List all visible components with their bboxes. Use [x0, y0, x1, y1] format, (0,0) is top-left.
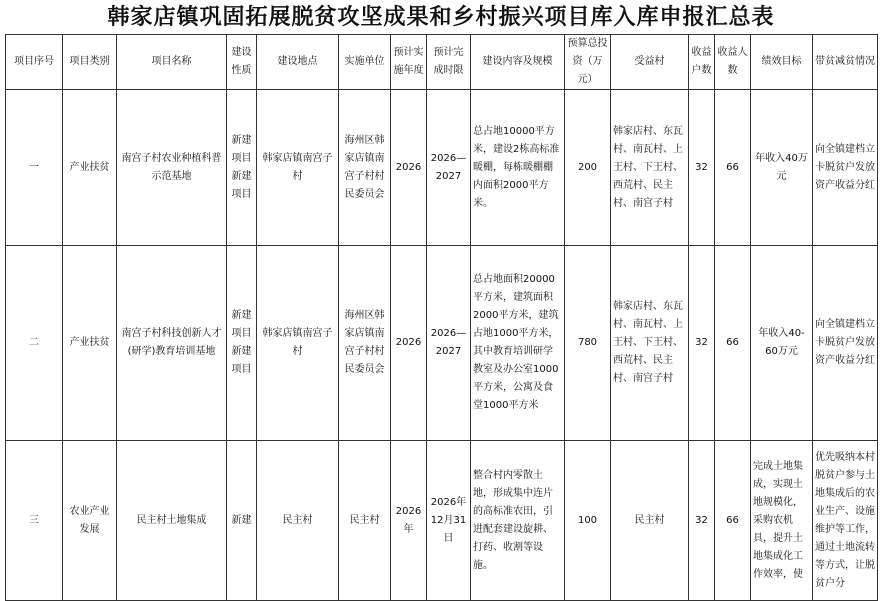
cell-villages: 韩家店村、东瓦村、南瓦村、上王村、下王村、西荒村、民主村、南宫子村 — [611, 90, 689, 246]
cell-nature: 新建项目新建项目 — [227, 90, 257, 246]
cell-budget: 780 — [565, 246, 611, 441]
cell-villages: 韩家店村、东瓦村、南瓦村、上王村、下王村、西荒村、民主村、南宫子村 — [611, 246, 689, 441]
cell-people: 66 — [715, 246, 751, 441]
header-poverty: 带贫减贫情况 — [813, 35, 878, 90]
header-goal: 绩效目标 — [751, 35, 813, 90]
header-content: 建设内容及规模 — [471, 35, 565, 90]
cell-location: 民主村 — [257, 441, 339, 601]
cell-name: 民主村土地集成 — [117, 441, 227, 601]
cell-deadline: 2026年12月31日 — [427, 441, 471, 601]
cell-households: 32 — [689, 90, 715, 246]
cell-goal: 年收入40万元 — [751, 90, 813, 246]
cell-category: 产业扶贫 — [63, 90, 117, 246]
cell-budget: 200 — [565, 90, 611, 246]
header-deadline: 预计完成时限 — [427, 35, 471, 90]
cell-year: 2026 — [391, 90, 427, 246]
header-villages: 受益村 — [611, 35, 689, 90]
cell-deadline: 2026—2027 — [427, 90, 471, 246]
cell-location: 韩家店镇南宫子村 — [257, 90, 339, 246]
header-households: 收益户数 — [689, 35, 715, 90]
cell-seq: 一 — [6, 90, 63, 246]
summary-table — [5, 34, 878, 601]
cell-nature: 新建项目新建项目 — [227, 246, 257, 441]
cell-name: 南宫子村农业种植科普示范基地 — [117, 90, 227, 246]
header-year: 预计实施年度 — [391, 35, 427, 90]
cell-poverty — [813, 441, 878, 601]
cell-unit: 海州区韩家店镇南宫子村村民委员会 — [339, 246, 391, 441]
cell-budget: 100 — [565, 441, 611, 601]
cell-seq: 二 — [6, 246, 63, 441]
cell-nature: 新建 — [227, 441, 257, 601]
cell-villages: 民主村 — [611, 441, 689, 601]
cell-households: 32 — [689, 246, 715, 441]
cell-goal — [751, 441, 813, 601]
header-unit: 实施单位 — [339, 35, 391, 90]
cell-people: 66 — [715, 441, 751, 601]
cell-deadline: 2026—2027 — [427, 246, 471, 441]
table-row — [6, 441, 878, 601]
cell-content: 总占地10000平方米，建设2栋高标准暖棚，每栋暖棚棚内面积2000平方米。 — [471, 90, 565, 246]
cell-unit: 民主村 — [339, 441, 391, 601]
cell-poverty: 向全镇建档立卡脱贫户发放资产收益分红 — [813, 246, 878, 441]
table-row — [6, 246, 878, 441]
table-row — [6, 90, 878, 246]
header-name: 项目名称 — [117, 35, 227, 90]
cell-content: 整合村内零散土地，形成集中连片的高标准农田，引进配套建设旋耕、打药、收割等设施。 — [471, 441, 565, 601]
header-location: 建设地点 — [257, 35, 339, 90]
cell-seq: 三 — [6, 441, 63, 601]
cell-goal-text: 完成土地集成，实现土地规模化，采购农机具，提升土地集成化工作效率，使 — [753, 460, 803, 580]
cell-people: 66 — [715, 90, 751, 246]
cell-content: 总占地面积20000平方米，建筑面积2000平方米，建筑占地1000平方米，其中教育培训研学教室及办公室1000平方米，公寓及食堂1000平方米 — [471, 246, 565, 441]
table-header-row — [6, 35, 878, 90]
header-people: 收益人数 — [715, 35, 751, 90]
cell-unit: 海州区韩家店镇南宫子村村民委员会 — [339, 90, 391, 246]
header-category: 项目类别 — [63, 35, 117, 90]
cell-category: 农业产业发展 — [63, 441, 117, 601]
page-title: 韩家店镇巩固拓展脱贫攻坚成果和乡村振兴项目库入库申报汇总表 — [107, 4, 775, 30]
cell-poverty: 向全镇建档立卡脱贫户发放资产收益分红 — [813, 90, 878, 246]
header-nature: 建设性质 — [227, 35, 257, 90]
header-seq: 项目序号 — [6, 35, 63, 90]
cell-goal: 年收入40-60万元 — [751, 246, 813, 441]
cell-year: 2026 — [391, 246, 427, 441]
cell-location: 韩家店镇南宫子村 — [257, 246, 339, 441]
header-budget: 预算总投资（万元） — [565, 35, 611, 90]
cell-poverty-text: 优先吸纳本村脱贫户参与土地集成后的农业生产、设施维护等工作，通过土地流转等方式，让脱贫户分 — [815, 451, 875, 589]
cell-category: 产业扶贫 — [63, 246, 117, 441]
cell-year: 2026年 — [391, 441, 427, 601]
cell-households: 32 — [689, 441, 715, 601]
cell-name: 南宫子村科技创新人才(研学)教育培训基地 — [117, 246, 227, 441]
